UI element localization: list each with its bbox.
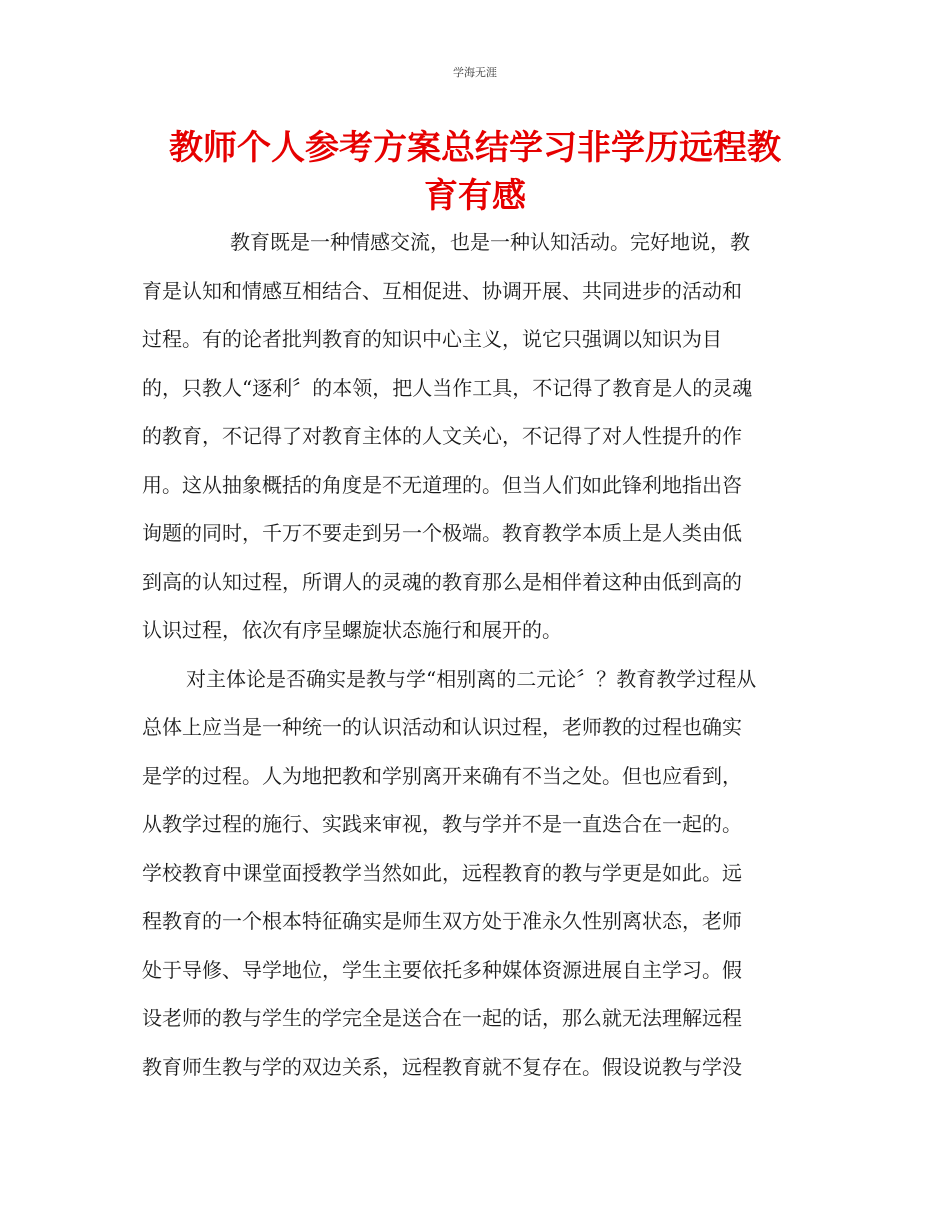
page-header: 学海无涯 <box>453 66 497 79</box>
text-line: 教育既是一种情感交流，也是一种认知活动。完好地说，教 <box>230 230 750 254</box>
text-line: 育是认知和情感互相结合、互相促进、协调开展、共同进步的活动和 <box>142 278 742 303</box>
text-line: 对主体论是否确实是教与学“相别离的二元论〞？教育教学过程从 <box>186 666 757 691</box>
text-line: 学校教育中课堂面授教学当然如此，远程教育的教与学更是如此。远 <box>142 860 742 885</box>
title-line: 教师个人参考方案总结学习非学历远程教 <box>169 128 781 168</box>
paragraph-1 <box>142 218 802 655</box>
title-line: 育有感 <box>424 176 526 216</box>
text-line: 设老师的教与学生的学完全是送合在一起的话，那么就无法理解远程 <box>142 1006 742 1030</box>
text-line: 处于导修、导学地位，学生主要依托多种媒体资源进展自主学习。假 <box>142 957 742 982</box>
text-line: 用。这从抽象概括的角度是不无道理的。但当人们如此锋利地指出咨 <box>142 472 742 497</box>
text-line: 程教育的一个根本特征确实是师生双方处于准永久性别离状态，老师 <box>142 909 742 933</box>
text-line: 是学的过程。人为地把教和学别离开来确有不当之处。但也应看到， <box>142 763 742 788</box>
text-line: 教育师生教与学的双边关系，远程教育就不复存在。假设说教与学没 <box>142 1054 742 1079</box>
text-line: 询题的同时，千万不要走到另一个极端。教育教学本质上是人类由低 <box>142 521 742 545</box>
text-line: 过程。有的论者批判教育的知识中心主义，说它只强调以知识为目 <box>142 327 722 351</box>
text-line: 的教育，不记得了对教育主体的人文关心，不记得了对人性提升的作 <box>142 424 742 448</box>
document-title <box>140 124 810 220</box>
document-body <box>142 218 802 1091</box>
text-line: 到高的认知过程，所谓人的灵魂的教育那么是相伴着这种由低到高的 <box>142 569 742 594</box>
text-line: 认识过程，依次有序呈螺旋状态施行和展开的。 <box>142 618 562 642</box>
text-line: 总体上应当是一种统一的认识活动和认识过程，老师教的过程也确实 <box>142 715 742 739</box>
paragraph-2 <box>142 655 802 1092</box>
text-line: 的，只教人“逐利〞的本领，把人当作工具，不记得了教育是人的灵魂 <box>142 375 753 400</box>
text-line: 从教学过程的施行、实践来审视，教与学并不是一直迭合在一起的。 <box>142 812 742 836</box>
